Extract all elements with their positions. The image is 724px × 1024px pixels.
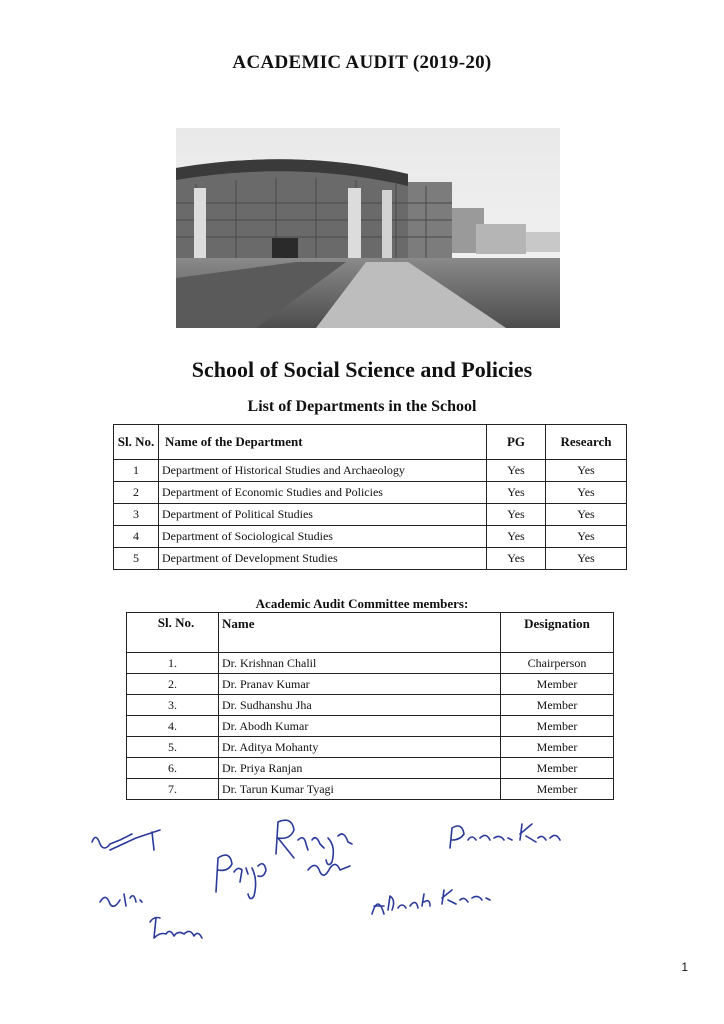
department-sl: 5 — [114, 548, 159, 570]
table-row — [127, 653, 614, 674]
header-designation: Designation — [501, 613, 614, 653]
member-designation: Member — [501, 674, 614, 695]
table-row — [127, 737, 614, 758]
building-photo-illustration — [176, 128, 560, 328]
member-name: Dr. Pranav Kumar — [219, 674, 501, 695]
department-sl: 2 — [114, 482, 159, 504]
member-name: Dr. Sudhanshu Jha — [219, 695, 501, 716]
member-sl: 2. — [127, 674, 219, 695]
department-name: Department of Political Studies — [159, 504, 487, 526]
building-photo — [176, 128, 560, 328]
member-designation: Member — [501, 779, 614, 800]
department-name: Department of Sociological Studies — [159, 526, 487, 548]
department-research: Yes — [546, 482, 627, 504]
signatures-illustration — [80, 810, 600, 960]
department-research: Yes — [546, 548, 627, 570]
member-name: Dr. Priya Ranjan — [219, 758, 501, 779]
member-designation: Member — [501, 716, 614, 737]
member-designation: Member — [501, 695, 614, 716]
department-name: Department of Economic Studies and Policies — [159, 482, 487, 504]
table-row — [114, 526, 627, 548]
member-designation: Member — [501, 758, 614, 779]
departments-caption: List of Departments in the School — [247, 398, 477, 415]
member-sl: 1. — [127, 653, 219, 674]
member-designation: Chairperson — [501, 653, 614, 674]
department-sl: 3 — [114, 504, 159, 526]
department-pg: Yes — [487, 504, 546, 526]
member-sl: 6. — [127, 758, 219, 779]
header-department-name: Name of the Department — [159, 425, 487, 460]
header-sl-no: Sl. No. — [127, 613, 219, 653]
committee-table — [126, 612, 614, 800]
table-row — [114, 482, 627, 504]
department-sl: 4 — [114, 526, 159, 548]
department-research: Yes — [546, 504, 627, 526]
department-research: Yes — [546, 460, 627, 482]
table-row — [114, 504, 627, 526]
committee-header-row — [127, 613, 614, 653]
table-row — [127, 779, 614, 800]
table-row — [127, 674, 614, 695]
member-name: Dr. Krishnan Chalil — [219, 653, 501, 674]
department-pg: Yes — [487, 482, 546, 504]
member-sl: 5. — [127, 737, 219, 758]
member-name: Dr. Abodh Kumar — [219, 716, 501, 737]
school-title: School of Social Science and Policies — [191, 357, 533, 382]
table-row — [114, 548, 627, 570]
department-pg: Yes — [487, 526, 546, 548]
departments-header-row — [114, 425, 627, 460]
department-research: Yes — [546, 526, 627, 548]
document-title: ACADEMIC AUDIT (2019-20) — [232, 52, 492, 73]
header-pg: PG — [487, 425, 546, 460]
member-sl: 3. — [127, 695, 219, 716]
member-designation: Member — [501, 737, 614, 758]
department-pg: Yes — [487, 460, 546, 482]
committee-caption: Academic Audit Committee members: — [255, 596, 469, 611]
header-sl-no: Sl. No. — [114, 425, 159, 460]
member-name: Dr. Aditya Mohanty — [219, 737, 501, 758]
table-row — [114, 460, 627, 482]
member-name: Dr. Tarun Kumar Tyagi — [219, 779, 501, 800]
table-row — [127, 758, 614, 779]
header-name: Name — [219, 613, 501, 653]
table-row — [127, 695, 614, 716]
header-research: Research — [546, 425, 627, 460]
handwritten-signatures — [80, 810, 600, 960]
page-number: 1 — [681, 960, 688, 974]
department-name: Department of Development Studies — [159, 548, 487, 570]
department-sl: 1 — [114, 460, 159, 482]
department-name: Department of Historical Studies and Archaeology — [159, 460, 487, 482]
departments-table — [113, 424, 627, 570]
table-row — [127, 716, 614, 737]
member-sl: 4. — [127, 716, 219, 737]
member-sl: 7. — [127, 779, 219, 800]
department-pg: Yes — [487, 548, 546, 570]
